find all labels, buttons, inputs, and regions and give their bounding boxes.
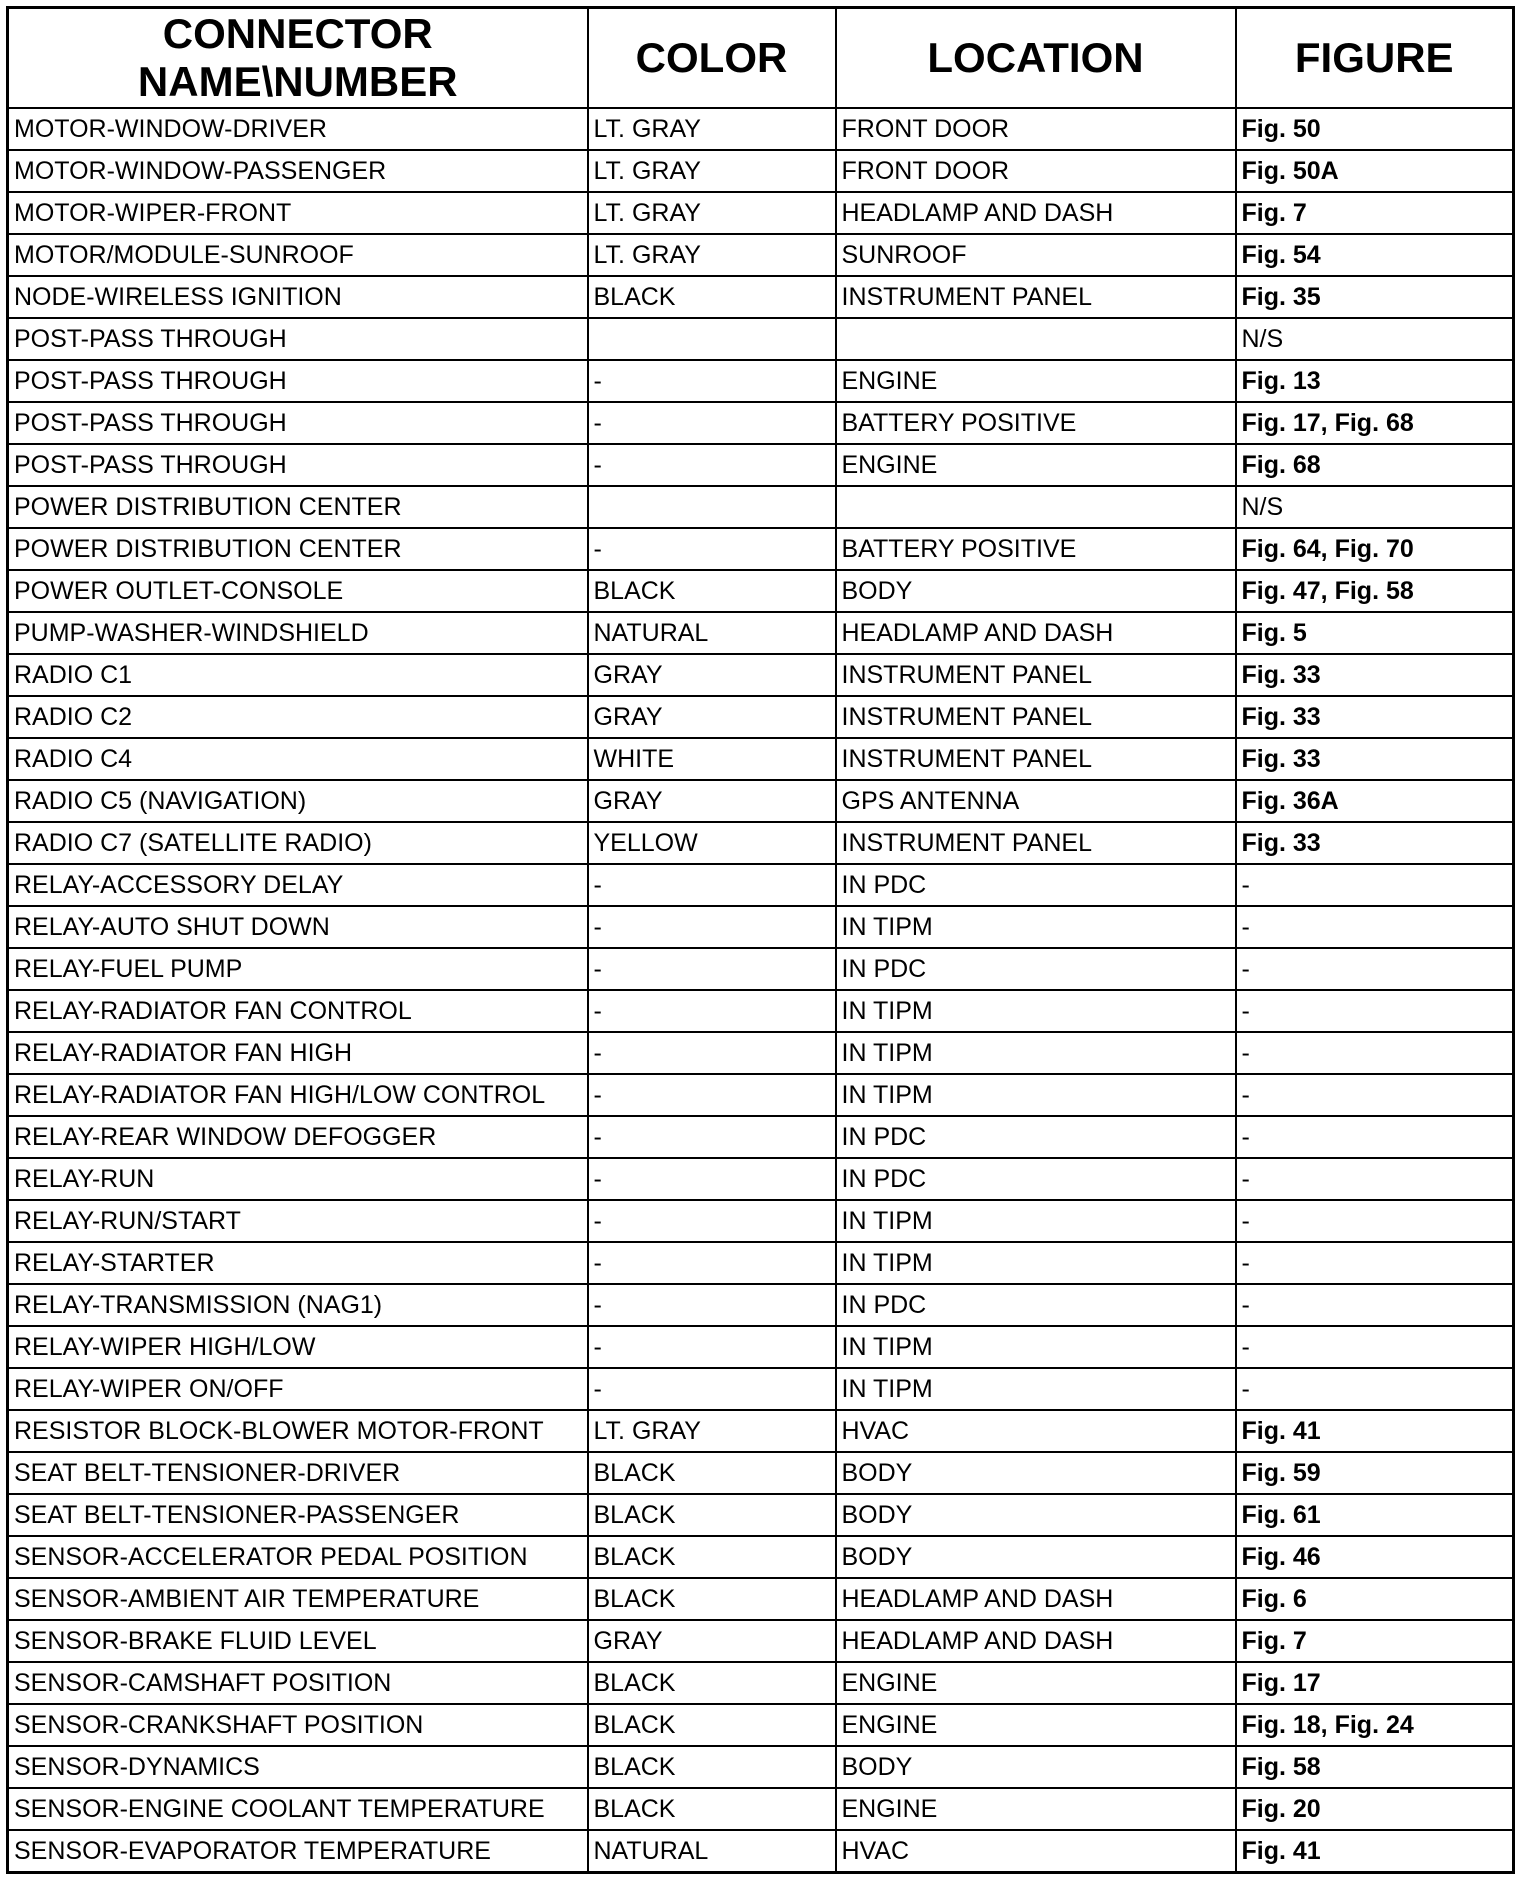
color-cell: - xyxy=(588,1284,836,1326)
connector-name-cell: MOTOR-WINDOW-DRIVER xyxy=(8,108,588,150)
figure-cell: Fig. 7 xyxy=(1236,192,1514,234)
color-cell: LT. GRAY xyxy=(588,108,836,150)
figure-cell: Fig. 36A xyxy=(1236,780,1514,822)
color-cell: WHITE xyxy=(588,738,836,780)
color-cell: LT. GRAY xyxy=(588,192,836,234)
location-cell: BODY xyxy=(836,1494,1236,1536)
location-cell: SUNROOF xyxy=(836,234,1236,276)
color-cell: LT. GRAY xyxy=(588,1410,836,1452)
location-cell: IN TIPM xyxy=(836,906,1236,948)
location-cell: INSTRUMENT PANEL xyxy=(836,276,1236,318)
location-cell: INSTRUMENT PANEL xyxy=(836,738,1236,780)
color-cell: BLACK xyxy=(588,1746,836,1788)
location-cell: IN TIPM xyxy=(836,990,1236,1032)
connector-name-cell: MOTOR/MODULE-SUNROOF xyxy=(8,234,588,276)
header-connector-line2: NAME\NUMBER xyxy=(137,58,458,105)
connector-name-cell: RELAY-FUEL PUMP xyxy=(8,948,588,990)
table-row xyxy=(8,1578,1514,1620)
table-row xyxy=(8,654,1514,696)
color-cell: - xyxy=(588,1200,836,1242)
table-row xyxy=(8,108,1514,150)
connector-name-cell: RELAY-RADIATOR FAN HIGH xyxy=(8,1032,588,1074)
table-row xyxy=(8,1074,1514,1116)
location-cell: BODY xyxy=(836,1452,1236,1494)
location-cell: ENGINE xyxy=(836,360,1236,402)
table-row xyxy=(8,1032,1514,1074)
figure-cell: N/S xyxy=(1236,486,1514,528)
connector-name-cell: RELAY-RUN xyxy=(8,1158,588,1200)
color-cell xyxy=(588,318,836,360)
location-cell: IN PDC xyxy=(836,1116,1236,1158)
table-row xyxy=(8,822,1514,864)
figure-cell: - xyxy=(1236,1326,1514,1368)
table-row xyxy=(8,948,1514,990)
table-row xyxy=(8,1410,1514,1452)
color-cell: GRAY xyxy=(588,1620,836,1662)
table-row xyxy=(8,234,1514,276)
connector-name-cell: RELAY-REAR WINDOW DEFOGGER xyxy=(8,1116,588,1158)
table-row xyxy=(8,528,1514,570)
figure-cell: N/S xyxy=(1236,318,1514,360)
header-location: LOCATION xyxy=(836,8,1236,109)
table-row xyxy=(8,1704,1514,1746)
connector-name-cell: RADIO C7 (SATELLITE RADIO) xyxy=(8,822,588,864)
location-cell: IN TIPM xyxy=(836,1032,1236,1074)
table-row xyxy=(8,1494,1514,1536)
table-row xyxy=(8,990,1514,1032)
table-header xyxy=(8,8,1514,109)
figure-cell: Fig. 68 xyxy=(1236,444,1514,486)
color-cell: BLACK xyxy=(588,570,836,612)
location-cell: IN TIPM xyxy=(836,1326,1236,1368)
color-cell: YELLOW xyxy=(588,822,836,864)
location-cell: HEADLAMP AND DASH xyxy=(836,192,1236,234)
color-cell: - xyxy=(588,864,836,906)
figure-cell: Fig. 33 xyxy=(1236,696,1514,738)
figure-cell: - xyxy=(1236,990,1514,1032)
figure-cell: Fig. 41 xyxy=(1236,1410,1514,1452)
connector-name-cell: RELAY-WIPER HIGH/LOW xyxy=(8,1326,588,1368)
connector-name-cell: SENSOR-CRANKSHAFT POSITION xyxy=(8,1704,588,1746)
figure-cell: - xyxy=(1236,1242,1514,1284)
color-cell: BLACK xyxy=(588,1704,836,1746)
color-cell: NATURAL xyxy=(588,1830,836,1873)
table-row xyxy=(8,1662,1514,1704)
table-row xyxy=(8,1452,1514,1494)
figure-cell: - xyxy=(1236,1284,1514,1326)
color-cell: - xyxy=(588,528,836,570)
location-cell: GPS ANTENNA xyxy=(836,780,1236,822)
figure-cell: - xyxy=(1236,1032,1514,1074)
figure-cell: Fig. 33 xyxy=(1236,822,1514,864)
location-cell: IN TIPM xyxy=(836,1368,1236,1410)
location-cell: IN PDC xyxy=(836,948,1236,990)
header-figure: FIGURE xyxy=(1236,8,1514,109)
figure-cell: Fig. 54 xyxy=(1236,234,1514,276)
location-cell: ENGINE xyxy=(836,444,1236,486)
table-row xyxy=(8,1200,1514,1242)
figure-cell: - xyxy=(1236,1116,1514,1158)
figure-cell: Fig. 17, Fig. 68 xyxy=(1236,402,1514,444)
color-cell: BLACK xyxy=(588,1494,836,1536)
connector-name-cell: SENSOR-CAMSHAFT POSITION xyxy=(8,1662,588,1704)
color-cell: GRAY xyxy=(588,780,836,822)
location-cell: INSTRUMENT PANEL xyxy=(836,654,1236,696)
connector-name-cell: RELAY-ACCESSORY DELAY xyxy=(8,864,588,906)
location-cell: IN PDC xyxy=(836,1284,1236,1326)
connector-name-cell: POWER DISTRIBUTION CENTER xyxy=(8,528,588,570)
color-cell: LT. GRAY xyxy=(588,234,836,276)
figure-cell: Fig. 33 xyxy=(1236,738,1514,780)
color-cell: BLACK xyxy=(588,1536,836,1578)
connector-name-cell: POWER DISTRIBUTION CENTER xyxy=(8,486,588,528)
figure-cell: Fig. 59 xyxy=(1236,1452,1514,1494)
figure-cell: Fig. 64, Fig. 70 xyxy=(1236,528,1514,570)
color-cell: GRAY xyxy=(588,696,836,738)
connector-name-cell: RELAY-RUN/START xyxy=(8,1200,588,1242)
figure-cell: - xyxy=(1236,1200,1514,1242)
table-row xyxy=(8,612,1514,654)
location-cell: INSTRUMENT PANEL xyxy=(836,822,1236,864)
table-row xyxy=(8,570,1514,612)
table-row xyxy=(8,696,1514,738)
connector-name-cell: SENSOR-BRAKE FLUID LEVEL xyxy=(8,1620,588,1662)
color-cell: - xyxy=(588,1158,836,1200)
connector-name-cell: SENSOR-ACCELERATOR PEDAL POSITION xyxy=(8,1536,588,1578)
figure-cell: Fig. 13 xyxy=(1236,360,1514,402)
connector-name-cell: RADIO C1 xyxy=(8,654,588,696)
color-cell: BLACK xyxy=(588,1578,836,1620)
connector-name-cell: POST-PASS THROUGH xyxy=(8,402,588,444)
table-row xyxy=(8,192,1514,234)
table-row xyxy=(8,444,1514,486)
table-row xyxy=(8,1830,1514,1873)
table-row xyxy=(8,486,1514,528)
connector-name-cell: MOTOR-WIPER-FRONT xyxy=(8,192,588,234)
location-cell: IN PDC xyxy=(836,864,1236,906)
color-cell: - xyxy=(588,1326,836,1368)
connector-name-cell: RESISTOR BLOCK-BLOWER MOTOR-FRONT xyxy=(8,1410,588,1452)
location-cell: HVAC xyxy=(836,1410,1236,1452)
table-row xyxy=(8,1620,1514,1662)
color-cell: BLACK xyxy=(588,1452,836,1494)
connector-name-cell: RADIO C4 xyxy=(8,738,588,780)
location-cell: HEADLAMP AND DASH xyxy=(836,1578,1236,1620)
table-row xyxy=(8,318,1514,360)
color-cell: - xyxy=(588,906,836,948)
table-row xyxy=(8,1788,1514,1830)
table-row xyxy=(8,402,1514,444)
figure-cell: Fig. 46 xyxy=(1236,1536,1514,1578)
connector-name-cell: NODE-WIRELESS IGNITION xyxy=(8,276,588,318)
header-connector-name xyxy=(8,8,588,109)
connector-name-cell: POST-PASS THROUGH xyxy=(8,444,588,486)
location-cell: IN TIPM xyxy=(836,1200,1236,1242)
connector-name-cell: SENSOR-EVAPORATOR TEMPERATURE xyxy=(8,1830,588,1873)
color-cell: LT. GRAY xyxy=(588,150,836,192)
table-row xyxy=(8,1326,1514,1368)
location-cell: HEADLAMP AND DASH xyxy=(836,612,1236,654)
table-row xyxy=(8,780,1514,822)
location-cell: INSTRUMENT PANEL xyxy=(836,696,1236,738)
table-row xyxy=(8,1368,1514,1410)
color-cell: - xyxy=(588,360,836,402)
color-cell: - xyxy=(588,444,836,486)
table-row xyxy=(8,906,1514,948)
table-row xyxy=(8,276,1514,318)
connector-name-cell: RADIO C2 xyxy=(8,696,588,738)
color-cell: - xyxy=(588,402,836,444)
figure-cell: - xyxy=(1236,1074,1514,1116)
connector-name-cell: MOTOR-WINDOW-PASSENGER xyxy=(8,150,588,192)
connector-name-cell: SENSOR-AMBIENT AIR TEMPERATURE xyxy=(8,1578,588,1620)
location-cell: BATTERY POSITIVE xyxy=(836,402,1236,444)
figure-cell: - xyxy=(1236,864,1514,906)
figure-cell: - xyxy=(1236,948,1514,990)
color-cell: BLACK xyxy=(588,1788,836,1830)
figure-cell: Fig. 41 xyxy=(1236,1830,1514,1873)
location-cell: ENGINE xyxy=(836,1788,1236,1830)
connector-name-cell: RADIO C5 (NAVIGATION) xyxy=(8,780,588,822)
figure-cell: - xyxy=(1236,1368,1514,1410)
location-cell: BODY xyxy=(836,570,1236,612)
color-cell: BLACK xyxy=(588,1662,836,1704)
table-body xyxy=(8,108,1514,1873)
connector-name-cell: RELAY-TRANSMISSION (NAG1) xyxy=(8,1284,588,1326)
color-cell: BLACK xyxy=(588,276,836,318)
header-row xyxy=(8,8,1514,109)
figure-cell: Fig. 6 xyxy=(1236,1578,1514,1620)
header-color: COLOR xyxy=(588,8,836,109)
color-cell: - xyxy=(588,990,836,1032)
figure-cell: Fig. 50A xyxy=(1236,150,1514,192)
location-cell: BODY xyxy=(836,1746,1236,1788)
connector-name-cell: RELAY-RADIATOR FAN HIGH/LOW CONTROL xyxy=(8,1074,588,1116)
figure-cell: Fig. 47, Fig. 58 xyxy=(1236,570,1514,612)
color-cell: - xyxy=(588,1116,836,1158)
figure-cell: Fig. 7 xyxy=(1236,1620,1514,1662)
connector-name-cell: PUMP-WASHER-WINDSHIELD xyxy=(8,612,588,654)
table-row xyxy=(8,864,1514,906)
figure-cell: Fig. 33 xyxy=(1236,654,1514,696)
color-cell: GRAY xyxy=(588,654,836,696)
location-cell: BODY xyxy=(836,1536,1236,1578)
figure-cell: Fig. 61 xyxy=(1236,1494,1514,1536)
color-cell: - xyxy=(588,948,836,990)
connector-name-cell: POST-PASS THROUGH xyxy=(8,318,588,360)
location-cell: FRONT DOOR xyxy=(836,108,1236,150)
table-row xyxy=(8,1242,1514,1284)
color-cell: - xyxy=(588,1074,836,1116)
figure-cell: Fig. 20 xyxy=(1236,1788,1514,1830)
connector-name-cell: POST-PASS THROUGH xyxy=(8,360,588,402)
table-row xyxy=(8,1746,1514,1788)
table-row xyxy=(8,1158,1514,1200)
connector-name-cell: RELAY-WIPER ON/OFF xyxy=(8,1368,588,1410)
location-cell: IN TIPM xyxy=(836,1074,1236,1116)
connector-name-cell: RELAY-STARTER xyxy=(8,1242,588,1284)
connector-name-cell: SEAT BELT-TENSIONER-PASSENGER xyxy=(8,1494,588,1536)
figure-cell: - xyxy=(1236,906,1514,948)
figure-cell: Fig. 50 xyxy=(1236,108,1514,150)
connector-table xyxy=(6,6,1515,1874)
location-cell: HEADLAMP AND DASH xyxy=(836,1620,1236,1662)
table-row xyxy=(8,1116,1514,1158)
figure-cell: Fig. 58 xyxy=(1236,1746,1514,1788)
connector-name-cell: SENSOR-DYNAMICS xyxy=(8,1746,588,1788)
table-row xyxy=(8,150,1514,192)
table-row xyxy=(8,1284,1514,1326)
location-cell xyxy=(836,318,1236,360)
color-cell: - xyxy=(588,1032,836,1074)
figure-cell: Fig. 17 xyxy=(1236,1662,1514,1704)
figure-cell: Fig. 35 xyxy=(1236,276,1514,318)
connector-name-cell: POWER OUTLET-CONSOLE xyxy=(8,570,588,612)
location-cell: IN TIPM xyxy=(836,1242,1236,1284)
header-connector-line1: CONNECTOR xyxy=(162,10,433,57)
location-cell: BATTERY POSITIVE xyxy=(836,528,1236,570)
location-cell: IN PDC xyxy=(836,1158,1236,1200)
connector-name-cell: RELAY-AUTO SHUT DOWN xyxy=(8,906,588,948)
location-cell: FRONT DOOR xyxy=(836,150,1236,192)
location-cell: HVAC xyxy=(836,1830,1236,1873)
figure-cell: - xyxy=(1236,1158,1514,1200)
location-cell: ENGINE xyxy=(836,1704,1236,1746)
color-cell: - xyxy=(588,1368,836,1410)
color-cell xyxy=(588,486,836,528)
table-row xyxy=(8,738,1514,780)
figure-cell: Fig. 5 xyxy=(1236,612,1514,654)
color-cell: - xyxy=(588,1242,836,1284)
color-cell: NATURAL xyxy=(588,612,836,654)
location-cell xyxy=(836,486,1236,528)
table-row xyxy=(8,360,1514,402)
connector-name-cell: SENSOR-ENGINE COOLANT TEMPERATURE xyxy=(8,1788,588,1830)
connector-name-cell: RELAY-RADIATOR FAN CONTROL xyxy=(8,990,588,1032)
table-row xyxy=(8,1536,1514,1578)
figure-cell: Fig. 18, Fig. 24 xyxy=(1236,1704,1514,1746)
connector-name-cell: SEAT BELT-TENSIONER-DRIVER xyxy=(8,1452,588,1494)
location-cell: ENGINE xyxy=(836,1662,1236,1704)
